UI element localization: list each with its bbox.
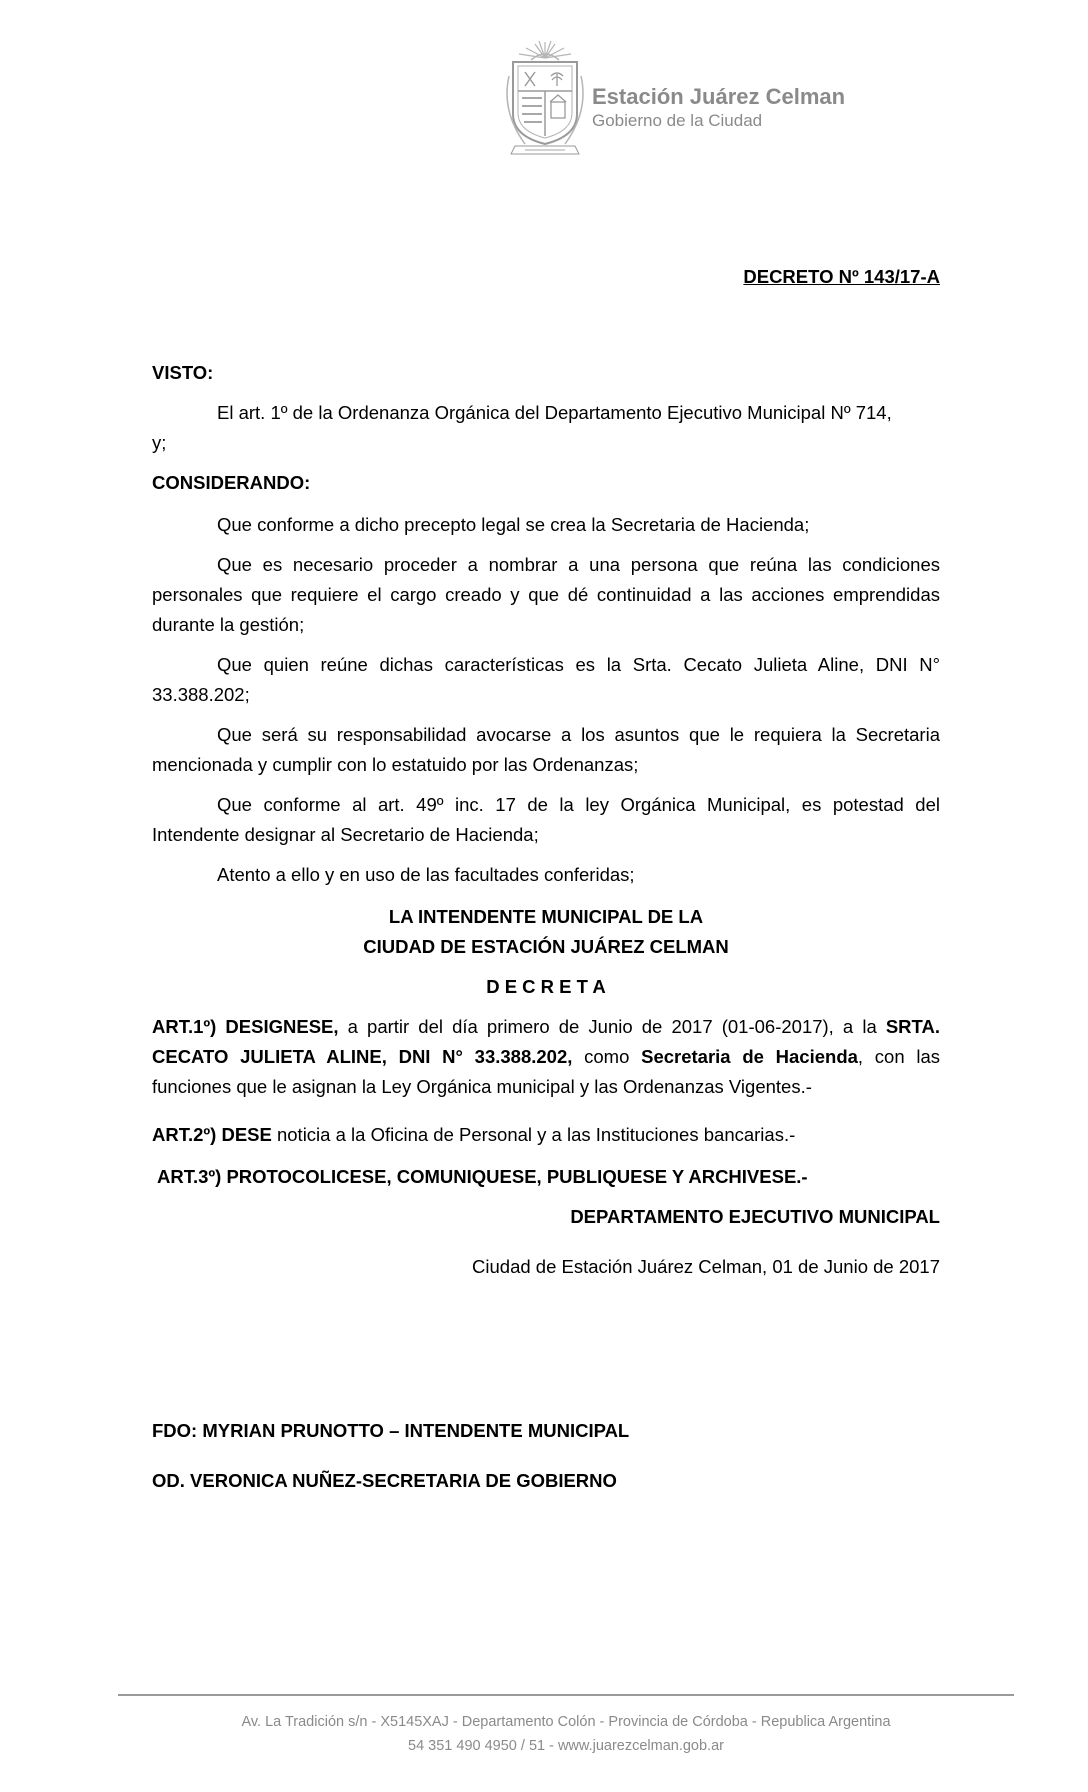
article-1-label: ART.1º) DESIGNESE,: [152, 1016, 339, 1037]
considerando-paragraph-3: Que quien reúne dichas características es la Srta. Cecato Julieta Aline, DNI N° 33.388.202;: [152, 654, 940, 705]
footer-contact: 54 351 490 4950 / 51 - www.juarezcelman.gob.ar: [408, 1738, 724, 1754]
article-1-text-c: , con las funciones que le asignan la Ley Orgánica municipal y las Ordenanzas Vigentes.-: [152, 1046, 940, 1097]
article-2: [152, 1120, 940, 1150]
footer-divider: [118, 1694, 1014, 1696]
visto-text: [152, 398, 940, 428]
article-2-text: noticia a la Oficina de Personal y a las Instituciones bancarias.-: [271, 1124, 796, 1145]
department-name: DEPARTAMENTO EJECUTIVO MUNICIPAL: [570, 1206, 940, 1227]
article-1-text-a: a partir del día primero de Junio de 2017 (01-06-2017), a la: [338, 1016, 886, 1037]
article-3: ART.3º) PROTOCOLICESE, COMUNIQUESE, PUBLIQUESE Y ARCHIVESE.-: [157, 1166, 808, 1187]
considerando-paragraph-6: Atento a ello y en uso de las facultades conferidas;: [217, 864, 635, 885]
article-1-name: SRTA. CECATO JULIETA ALINE, DNI N° 33.388.202,: [152, 1016, 940, 1067]
decree-number: DECRETO Nº 143/17-A: [743, 266, 940, 287]
decreta-heading: D E C R E T A: [486, 976, 606, 997]
article-1-text-b: como: [572, 1046, 642, 1067]
place-date: Ciudad de Estación Juárez Celman, 01 de Junio de 2017: [472, 1256, 940, 1277]
signature-intendente: FDO: MYRIAN PRUNOTTO – INTENDENTE MUNICIPAL: [152, 1420, 630, 1441]
authority-line-1: LA INTENDENTE MUNICIPAL DE LA: [388, 906, 704, 927]
letterhead: [495, 36, 875, 161]
article-1-role: Secretaria de Hacienda: [641, 1046, 858, 1067]
visto-text-line-1: El art. 1º de la Ordenanza Orgánica del Departamento Ejecutivo Municipal Nº 714,: [217, 402, 892, 423]
org-subtitle: Gobierno de la Ciudad: [592, 111, 763, 130]
footer-address: Av. La Tradición s/n - X5145XAJ - Departamento Colón - Provincia de Córdoba - Republica Argentina: [241, 1714, 891, 1730]
signature-secretaria: OD. VERONICA NUÑEZ-SECRETARIA DE GOBIERNO: [152, 1470, 617, 1491]
article-2-label: ART.2º) DESE: [152, 1124, 272, 1145]
considerando-paragraph-5: Que conforme al art. 49º inc. 17 de la ley Orgánica Municipal, es potestad del Intendente designar al Secretario de Hacienda;: [152, 794, 940, 845]
considerando-paragraph-2: Que es necesario proceder a nombrar a una persona que reúna las condiciones personales que requiere el cargo creado y que dé continuidad a las acciones emprendidas durante la gestión;: [152, 554, 940, 635]
considerando-paragraph-4: Que será su responsabilidad avocarse a los asuntos que le requiera la Secretaria mencionada y cumplir con lo estatuido por las Ordenanzas;: [152, 724, 940, 775]
considerando-paragraph-1: Que conforme a dicho precepto legal se crea la Secretaria de Hacienda;: [217, 514, 810, 535]
article-1: [152, 1012, 940, 1102]
municipal-crest-logo: [495, 36, 595, 161]
visto-heading: VISTO:: [152, 362, 214, 383]
authority-line-2: CIUDAD DE ESTACIÓN JUÁREZ CELMAN: [363, 936, 729, 957]
considerando-heading: CONSIDERANDO:: [152, 472, 311, 493]
visto-text-line-2: y;: [152, 432, 167, 453]
org-name: Estación Juárez Celman: [592, 84, 846, 109]
